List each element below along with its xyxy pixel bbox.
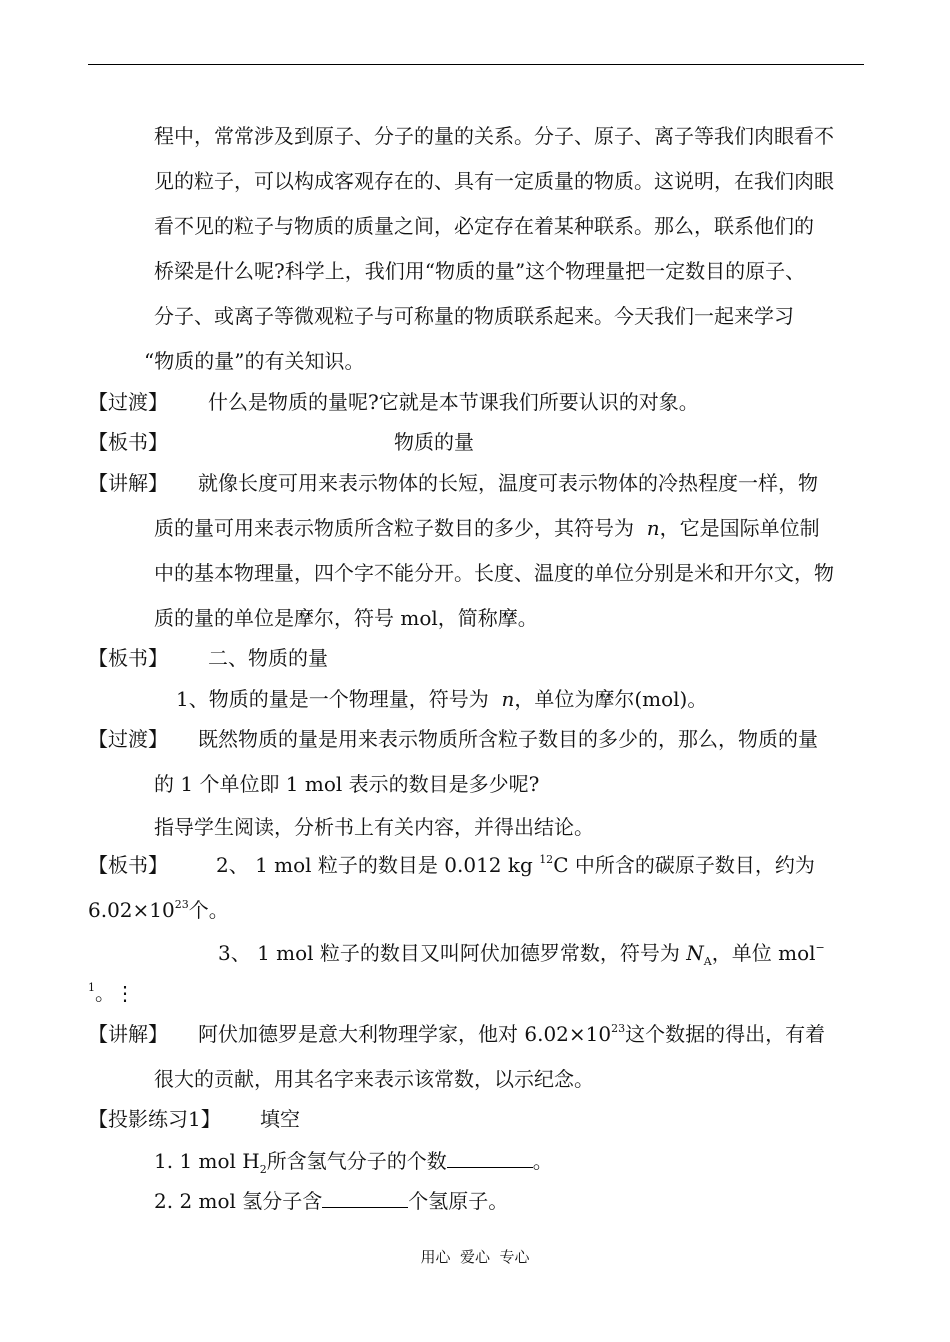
tag-jiangjie-2: 【讲解】 (88, 1022, 168, 1046)
guodu-2-line-2: 的 1 个单位即 1 mol 表示的数目是多少呢? (154, 772, 540, 796)
jiangjie-1-line-3: 中的基本物理量，四个字不能分开。长度、温度的单位分别是米和开尔文，物 (154, 561, 834, 585)
tag-guodu-1: 【过渡】 (88, 390, 168, 414)
intro-line-3: 看不见的粒子与物质的质量之间，必定存在着某种联系。那么，联系他们的 (154, 214, 814, 238)
jiangjie-2-line-1: 阿伏加德罗是意大利物理学家，他对 $6.02\times 10^{23}$这个数据的得出，有着 (198, 1022, 826, 1046)
jiangjie-1-line-4: 质的量的单位是摩尔，符号 mol，简称摩。 (154, 606, 538, 630)
exercise-1: 1. 1 mol $H_2$所含氢气分子的个数 。 (154, 1149, 553, 1176)
banshu-3-line-2: $6.02\times 10^{23}$个。 (88, 898, 229, 922)
tag-guodu-2: 【过渡】 (88, 727, 168, 751)
jiangjie-1-line-2: 质的量可用来表示物质所含粒子数目的多少，其符号为 n，它是国际单位制 (154, 516, 820, 540)
exercise-2: 2. 2 mol 氢分子含 个氢原子。 (154, 1189, 509, 1213)
fill-blank-2[interactable] (322, 1189, 408, 1208)
guodu-2-line-1: 既然物质的量是用来表示物质所含粒子数目的多少的，那么，物质的量 (198, 727, 818, 751)
tag-touying: 【投影练习1】 (88, 1107, 221, 1131)
page-footer: 用心 爱心 专心 (420, 1248, 530, 1266)
item-3-line-1: 3、 1 mol 粒子的数目又叫阿伏加德罗常数，符号为 $N_A$，单位 mol− (218, 941, 825, 968)
jiangjie-2-line-2: 很大的贡献，用其名字来表示该常数，以示纪念。 (154, 1067, 594, 1091)
guodu-1-text: 什么是物质的量呢?它就是本节课我们所要认识的对象。 (208, 390, 699, 414)
intro-line-1: 程中，常常涉及到原子、分子的量的关系。分子、原子、离子等我们肉眼看不 (154, 124, 834, 148)
jiangjie-1-line-1: 就像长度可用来表示物体的长短，温度可表示物体的冷热程度一样，物 (198, 471, 818, 495)
intro-line-6: “物质的量”的有关知识。 (144, 349, 365, 373)
fill-blank-1[interactable] (447, 1149, 533, 1168)
item-1: 1、物质的量是一个物理量，符号为 n，单位为摩尔(mol)。 (176, 687, 708, 711)
symbol-n: n (646, 516, 660, 540)
intro-line-2: 见的粒子，可以构成客观存在的、具有一定质量的物质。这说明，在我们肉眼 (154, 169, 834, 193)
item-3-line-2: $^1$。⋮ (88, 981, 135, 1005)
banshu-3-line-1: 2、 1 mol 粒子的数目是 0.012 kg $^{12}$C 中所含的碳原子数目，约为 (216, 853, 815, 877)
guodu-2-line-3: 指导学生阅读，分析书上有关内容，并得出结论。 (154, 815, 594, 839)
tag-jiangjie-1: 【讲解】 (88, 471, 168, 495)
tag-banshu-1: 【板书】 (88, 430, 168, 454)
banshu-1-title: 物质的量 (394, 430, 474, 454)
symbol-n: n (501, 687, 515, 711)
tag-banshu-3: 【板书】 (88, 853, 168, 877)
banshu-2-heading: 二、物质的量 (208, 646, 328, 670)
touying-text: 填空 (260, 1107, 300, 1131)
symbol-NA: N (686, 941, 704, 965)
intro-line-4: 桥梁是什么呢?科学上，我们用“物质的量”这个物理量把一定数目的原子、 (154, 259, 806, 283)
intro-line-5: 分子、或离子等微观粒子与可称量的物质联系起来。今天我们一起来学习 (154, 304, 794, 328)
tag-banshu-2: 【板书】 (88, 646, 168, 670)
header-rule (88, 64, 864, 65)
